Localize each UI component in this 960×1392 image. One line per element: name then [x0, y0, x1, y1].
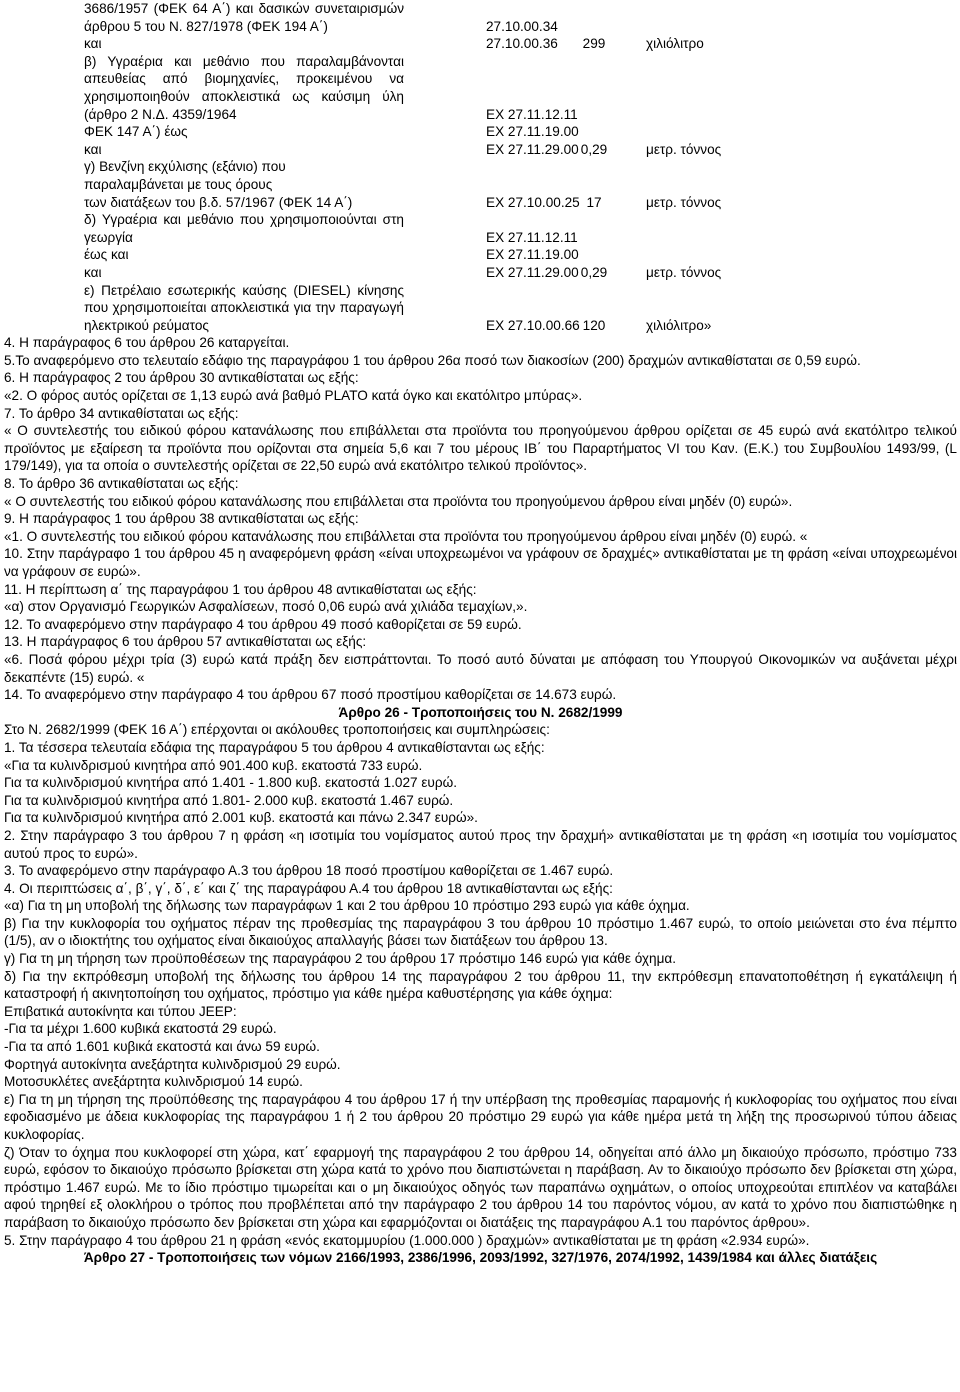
- row-description: 3686/1957 (ΦΕΚ 64 Α΄) και δασικών συνεταιρισμών: [84, 1, 404, 16]
- row-rate: [564, 123, 624, 141]
- paragraph: « Ο συντελεστής του ειδικού φόρου κατανάλωσης που επιβάλλεται στα προϊόντα του προηγούμενου άρθρου ορίζεται σε 45 ευρώ ανά εκατόλιτρο τελικού προϊόντος με εξαίρεση τα προϊόντα που ορίζονται στα σημεία 5,6 και 7 του μέρους ΙΒ΄ του Παραρτήματος VI του Καν. (Ε.Κ.) του Συμβουλίου 1493/99, (L 179/149), για τα οποία ο συντελεστής ορίζεται σε 22,50 ευρώ ανά εκατόλιτρο τελικού προϊόντος».: [4, 423, 957, 474]
- paragraph: « Ο συντελεστής του ειδικού φόρου κατανάλωσης που επιβάλλεται στα προϊόντα του προηγούμενου άρθρου είναι μηδέν (0) ευρώ».: [4, 493, 793, 509]
- row-tariff-code: [404, 158, 564, 176]
- row-rate: [564, 53, 624, 71]
- table-row: [4, 282, 957, 300]
- row-description: γεωργία: [84, 229, 133, 245]
- paragraph: «2. Ο φόρος αυτός ορίζεται σε 1,13 ευρώ ανά βαθμό PLATO κατά όγκο και εκατόλιτρο μπύρας».: [4, 388, 583, 404]
- paragraph: 10. Στην παράγραφο 1 του άρθρου 45 η αναφερόμενη φράση «είναι υποχρεωμένοι να γράφουν σε δραχμές» αντικαθίσταται με τη φράση «είναι υποχρεωμένοι να γράφουν σε ευρώ».: [4, 546, 957, 579]
- row-description: των διατάξεων του β.δ. 57/1967 (ΦΕΚ 14 Α΄): [84, 194, 353, 210]
- row-description: ΦΕΚ 147 Α΄) έως: [84, 124, 188, 140]
- row-unit: [624, 0, 957, 18]
- paragraph: 13. Η παράγραφος 6 του άρθρου 57 αντικαθίσταται ως εξής:: [4, 634, 367, 650]
- article-26-heading: Άρθρο 26 - Τροποποιήσεις του Ν. 2682/1999: [338, 704, 623, 720]
- row-tariff-code: ΕΧ 27.11.19.00: [486, 247, 579, 263]
- row-description: έως και: [84, 247, 129, 263]
- paragraph: γ) Για τη μη τήρηση των προϋποθέσεων της παραγράφου 2 του άρθρου 17 πρόστιμο 146 ευρώ για κάθε όχημα.: [4, 951, 677, 967]
- row-rate: [564, 106, 624, 124]
- row-unit: μετρ. τόννος: [646, 194, 722, 210]
- row-description: και: [84, 264, 102, 280]
- row-unit: [624, 106, 957, 124]
- row-tariff-code: [404, 176, 564, 194]
- paragraph: β) Για την κυκλοφορία του οχήματος πέραν της προθεσμίας της παραγράφου 3 του άρθρου 10 πρόστιμο 1.467 ευρώ, το οποίο μειώνεται στο ένα πέμπτο (1/5), αν ο ιδιοκτήτης του οχήματος είναι δικαιούχος απαλλαγής βάσει των διατάξεων του άρθρου 13.: [4, 915, 957, 949]
- row-unit: [624, 123, 957, 141]
- row-unit: [624, 246, 957, 264]
- row-unit: [624, 88, 957, 106]
- table-row: [4, 246, 957, 264]
- row-description: γ) Βενζίνη εκχύλισης (εξάνιο) που: [84, 159, 286, 175]
- table-row: [4, 158, 957, 176]
- row-rate: [564, 299, 624, 317]
- table-row: [4, 141, 957, 159]
- row-unit: [624, 18, 957, 36]
- table-row: [4, 317, 957, 335]
- table-row: [4, 176, 957, 194]
- row-tariff-code: ΕΧ 27.10.00.25: [486, 194, 580, 210]
- row-description: β) Υγραέρια και μεθάνιο που παραλαμβάνονται: [84, 53, 404, 69]
- row-unit: [624, 282, 957, 300]
- paragraph: «6. Ποσά φόρου μέχρι τρία (3) ευρώ κατά πράξη δεν εισπράττονται. Το ποσό αυτό δύναται με απόφαση του Υπουργού Οικονομικών να αυξάνεται μέχρι δεκαπέντε (15) ευρώ. «: [4, 651, 957, 685]
- paragraph: Για τα κυλινδρισμού κινητήρα από 1.801- 2.000 κυβ. εκατοστά 1.467 ευρώ.: [4, 792, 454, 808]
- row-rate: 17: [586, 194, 602, 210]
- article-27-heading: Άρθρο 27 - Τροποποιήσεις των νόμων 2166/1993, 2386/1996, 2093/1992, 327/1976, 2074/1992, 1439/1984 και άλλες διατάξεις: [83, 1250, 878, 1266]
- row-rate: [564, 88, 624, 106]
- row-tariff-code: [404, 211, 564, 229]
- row-rate: 0,29: [580, 141, 608, 157]
- row-tariff-code: [404, 70, 564, 88]
- row-rate: 0,29: [580, 264, 608, 280]
- row-tariff-code: ΕΧ 27.11.12.11: [486, 229, 578, 245]
- row-description: απευθείας από βιομηχανίες, προκειμένου να: [84, 71, 404, 87]
- row-tariff-code: ΕΧ 27.10.00.66: [486, 317, 580, 333]
- table-row: [4, 0, 957, 18]
- row-tariff-code: [404, 299, 564, 317]
- row-tariff-code: [404, 88, 564, 106]
- row-unit: [624, 53, 957, 71]
- row-rate: [564, 70, 624, 88]
- paragraph: ε) Για τη μη τήρηση της προϋπόθεσης της παραγράφου 4 του άρθρου 17 ή την υπέρβαση της προθεσμίας παραμονής ή κυκλοφορίας του οχήματος που είναι εφοδιασμένο με άδεια κυκλοφορίας της παραγράφου 1 ή 2 του άρθρου 20 πρόστιμο 29 ευρώ για κάθε ημέρα μετά τη λήξη της προσωρινού τύπου άδειας κυκλοφορίας.: [4, 1091, 957, 1142]
- table-row: [4, 264, 957, 282]
- paragraph: δ) Για την εκπρόθεσμη υποβολή της δήλωσης του άρθρου 14 της παραγράφου 2 του άρθρου 11, την εκπρόθεσμη επανατοποθέτηση ή εγκατάλειψη ή καταστροφή ή ακινητοποίηση του οχήματος, πρόστιμο για κάθε ημέρα καθυστέρησης για κάθε όχημα:: [4, 968, 957, 1002]
- paragraph: 5. Στην παράγραφο 4 του άρθρου 21 η φράση «ενός εκατομμυρίου (1.000.000 ) δραχμών» αντικαθίσταται με τη φράση «2.934 ευρώ».: [4, 1232, 810, 1248]
- row-description: και: [84, 141, 102, 157]
- row-unit: μετρ. τόννος: [646, 141, 722, 157]
- paragraph: 11. Η περίπτωση α΄ της παραγράφου 1 του άρθρου 48 αντικαθίσταται ως εξής:: [4, 581, 477, 597]
- row-tariff-code: [404, 0, 564, 18]
- table-row: [4, 194, 957, 212]
- table-row: [4, 229, 957, 247]
- row-unit: [624, 229, 957, 247]
- row-rate: [564, 158, 624, 176]
- row-unit: [624, 158, 957, 176]
- paragraph: Για τα κυλινδρισμού κινητήρα από 1.401 - 1.800 κυβ. εκατοστά 1.027 ευρώ.: [4, 775, 457, 791]
- paragraph: «α) Για τη μη υποβολή της δήλωσης των παραγράφων 1 και 2 του άρθρου 10 πρόστιμο 293 ευρώ για κάθε όχημα.: [4, 898, 690, 914]
- row-rate: [564, 229, 624, 247]
- row-tariff-code: ΕΧ 27.11.19.00: [486, 124, 579, 140]
- row-description: που χρησιμοποιείται αποκλειστικά για την παραγωγή: [84, 300, 404, 316]
- table-row: [4, 123, 957, 141]
- row-rate: 299: [582, 36, 606, 52]
- row-tariff-code: [404, 53, 564, 71]
- table-row: [4, 53, 957, 71]
- row-tariff-code: ΕΧ 27.11.12.11: [486, 106, 578, 122]
- row-unit: [624, 70, 957, 88]
- row-description: άρθρου 5 του Ν. 827/1978 (ΦΕΚ 194 Α΄): [84, 18, 328, 34]
- paragraph: 6. Η παράγραφος 2 του άρθρου 30 αντικαθίσταται ως εξής:: [4, 370, 359, 386]
- paragraph: 8. Το άρθρο 36 αντικαθίσταται ως εξής:: [4, 476, 239, 492]
- article-26-amendments: [4, 721, 957, 1249]
- row-rate: 120: [582, 317, 606, 333]
- paragraph: 2. Στην παράγραφο 3 του άρθρου 7 η φράση «η ισοτιμία του νομίσματος αυτού προς την δραχμή» αντικαθίσταται με τη φράση «η ισοτιμία του νομίσματος αυτού προς το ευρώ».: [4, 827, 957, 861]
- row-unit: [624, 299, 957, 317]
- row-description: δ) Υγραέρια και μεθάνιο που χρησιμοποιούνται στη: [84, 212, 404, 228]
- row-tariff-code: 27.10.00.36: [486, 36, 558, 52]
- paragraph: -Για τα μέχρι 1.600 κυβικά εκατοστά 29 ευρώ.: [4, 1021, 277, 1037]
- table-row: [4, 106, 957, 124]
- table-row: [4, 299, 957, 317]
- paragraph: 14. Το αναφερόμενο στην παράγραφο 4 του άρθρου 67 ποσό προστίμου καθορίζεται σε 14.673 ευρώ.: [4, 687, 617, 703]
- paragraph: 4. Οι περιπτώσεις α΄, β΄, γ΄, δ΄, ε΄ και ζ΄ της παραγράφου Α.4 του άρθρου 18 αντικαθίστανται ως εξής:: [4, 880, 613, 896]
- row-description: χρησιμοποιηθούν αποκλειστικά ως καύσιμη ύλη: [84, 88, 404, 104]
- row-tariff-code: ΕΧ 27.11.29.00: [486, 141, 579, 157]
- row-rate: [564, 211, 624, 229]
- table-row: [4, 70, 957, 88]
- row-tariff-code: 27.10.00.34: [486, 18, 558, 34]
- row-unit: [624, 176, 957, 194]
- paragraph: Για τα κυλινδρισμού κινητήρα από 2.001 κυβ. εκατοστά και πάνω 2.347 ευρώ».: [4, 810, 478, 826]
- paragraph: 4. Η παράγραφος 6 του άρθρου 26 καταργείται.: [4, 335, 290, 351]
- row-unit: [624, 211, 957, 229]
- row-tariff-code: [404, 282, 564, 300]
- paragraph: 5.Το αναφερόμενο στο τελευταίο εδάφιο της παραγράφου 1 του άρθρου 26α ποσό των διακοσίων (200) δραχμών αντικαθίσταται σε 0,59 ευρώ.: [4, 352, 861, 368]
- row-rate: [564, 18, 624, 36]
- paragraph: -Για τα από 1.601 κυβικά εκατοστά και άνω 59 ευρώ.: [4, 1039, 320, 1055]
- row-rate: [564, 246, 624, 264]
- row-unit: χιλιόλιτρο»: [646, 317, 712, 333]
- row-unit: μετρ. τόννος: [646, 264, 722, 280]
- paragraph: Φορτηγά αυτοκίνητα ανεξάρτητα κυλινδρισμού 29 ευρώ.: [4, 1056, 341, 1072]
- paragraph: Μοτοσυκλέτες ανεξάρτητα κυλινδρισμού 14 ευρώ.: [4, 1074, 303, 1090]
- paragraph: «α) στον Οργανισμό Γεωργικών Ασφαλίσεων, ποσό 0,06 ευρώ ανά χιλιάδα τεμαχίων,».: [4, 599, 528, 615]
- row-description: παραλαμβάνεται με τους όρους: [84, 176, 273, 192]
- paragraph: 12. Το αναφερόμενο στην παράγραφο 4 του άρθρου 49 ποσό καθορίζεται σε 59 ευρώ.: [4, 616, 522, 632]
- article-25-amendments: [4, 334, 957, 703]
- table-row: [4, 35, 957, 53]
- row-tariff-code: ΕΧ 27.11.29.00: [486, 264, 579, 280]
- paragraph: ζ) Όταν το όχημα που κυκλοφορεί στη χώρα, κατ΄ εφαρμογή της παραγράφου 2 του άρθρου 14, οδηγείται από άλλο μη δικαιούχο πρόσωπο, πρόστιμο 733 ευρώ, εφόσον το δικαιούχο πρόσωπο βρίσκεται στη χώρα κατά το χρόνο που διαπιστώνεται η παράβαση. Αν το δικαιούχο πρόσωπο δεν βρίσκεται στη χώρα, πρόστιμο 1.467 ευρώ. Με το ίδιο πρόστιμο τιμωρείται και ο μη δικαιούχος οδηγός των παραπάνω οχημάτων, ο οποίος υποχρεούται επιπλέον να καταβάλει αφού τηρηθεί εξ ολοκλήρου ο τρόπος που προβλέπεται από την παράγραφο 2 του άρθρου 14 του παρόντος νόμου, αν κατά το χρόνο που διαπιστώθηκε η παράβαση το δικαιούχο πρόσωπο δεν βρίσκεται στη χώρα και εφαρμόζονται οι διατάξεις της παραγράφου Α.1 του παρόντος άρθρου».: [4, 1144, 957, 1230]
- table-row: [4, 18, 957, 36]
- paragraph: 3. Το αναφερόμενο στην παράγραφο Α.3 του άρθρου 18 ποσό προστίμου καθορίζεται σε 1.467 ευρώ.: [4, 863, 614, 879]
- row-description: ε) Πετρέλαιο εσωτερικής καύσης (DIESEL) κίνησης: [84, 282, 404, 298]
- paragraph: Επιβατικά αυτοκίνητα και τύπου JEEP:: [4, 1003, 237, 1019]
- row-description: και: [84, 36, 102, 52]
- table-row: [4, 88, 957, 106]
- paragraph: 7. Το άρθρο 34 αντικαθίσταται ως εξής:: [4, 405, 239, 421]
- row-unit: χιλιόλιτρο: [646, 36, 704, 52]
- row-rate: [564, 282, 624, 300]
- table-row: [4, 211, 957, 229]
- paragraph: 1. Τα τέσσερα τελευταία εδάφια της παραγράφου 5 του άρθρου 4 αντικαθίστανται ως εξής:: [4, 739, 545, 755]
- tax-rate-table: [4, 0, 957, 334]
- row-description: (άρθρο 2 Ν.Δ. 4359/1964: [84, 106, 237, 122]
- paragraph: Στο Ν. 2682/1999 (ΦΕΚ 16 Α΄) επέρχονται οι ακόλουθες τροποποιήσεις και συμπληρώσεις:: [4, 722, 550, 738]
- paragraph: 9. Η παράγραφος 1 του άρθρου 38 αντικαθίσταται ως εξής:: [4, 511, 359, 527]
- paragraph: «Για τα κυλινδρισμού κινητήρα από 901.400 κυβ. εκατοστά 733 ευρώ.: [4, 757, 423, 773]
- row-rate: [564, 0, 624, 18]
- paragraph: «1. Ο συντελεστής του ειδικού φόρου κατανάλωσης που επιβάλλεται στα προϊόντα του προηγούμενου άρθρου είναι μηδέν (0) ευρώ. «: [4, 528, 808, 544]
- row-rate: [564, 176, 624, 194]
- row-description: ηλεκτρικού ρεύματος: [84, 317, 209, 333]
